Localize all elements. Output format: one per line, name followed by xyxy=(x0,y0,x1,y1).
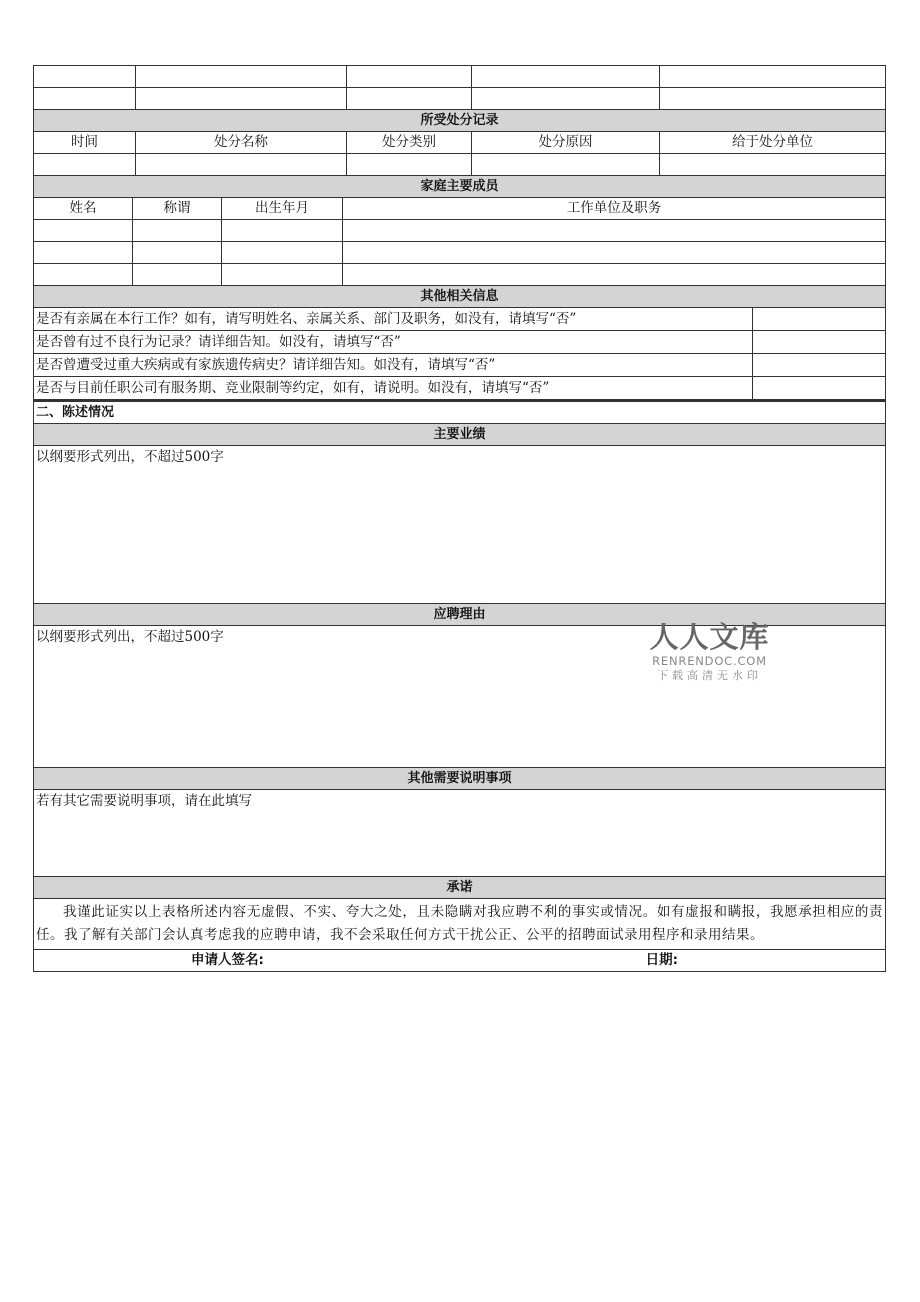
notes-title: 其他需要说明事项 xyxy=(34,768,886,790)
blank-cell[interactable] xyxy=(34,154,136,176)
family-title: 家庭主要成员 xyxy=(34,176,886,198)
answer-cell[interactable] xyxy=(753,377,886,400)
blank-cell[interactable] xyxy=(343,242,886,264)
signature-row xyxy=(34,950,886,972)
section-header xyxy=(34,768,886,790)
column-header: 时间 xyxy=(34,132,136,154)
section2-title: 二、陈述情况 xyxy=(34,401,886,424)
blank-cell[interactable] xyxy=(347,88,472,110)
achievements-hint: 以纲要形式列出，不超过500字 xyxy=(36,449,224,465)
section-header xyxy=(34,424,886,446)
statement-table xyxy=(33,400,886,972)
watermark-brand: 人人文库 xyxy=(649,620,770,654)
column-header: 处分类别 xyxy=(347,132,472,154)
blank-cell[interactable] xyxy=(136,154,347,176)
question-text: 是否有亲属在本行工作？如有，请写明姓名、亲属关系、部门及职务，如没有，请填写“否” xyxy=(34,308,753,331)
signature-label: 申请人签名: xyxy=(191,952,264,968)
blank-cell[interactable] xyxy=(133,242,222,264)
question-text: 是否曾有过不良行为记录？请详细告知。如没有，请填写“否” xyxy=(34,331,753,354)
question-text: 是否曾遭受过重大疾病或有家族遗传病史？请详细告知。如没有，请填写“否” xyxy=(34,354,753,377)
notes-row xyxy=(34,790,886,877)
blank-cell[interactable] xyxy=(660,66,886,88)
column-header: 工作单位及职务 xyxy=(343,198,886,220)
watermark xyxy=(647,620,772,684)
blank-cell[interactable] xyxy=(222,264,343,286)
notes-input[interactable] xyxy=(34,790,886,877)
section-header xyxy=(34,877,886,899)
pledge-title: 承诺 xyxy=(34,877,886,899)
answer-cell[interactable] xyxy=(753,331,886,354)
blank-row xyxy=(34,220,886,242)
blank-cell[interactable] xyxy=(472,66,660,88)
watermark-slogan: 下载高清无水印 xyxy=(657,669,762,682)
column-header: 处分名称 xyxy=(136,132,347,154)
notes-hint: 若有其它需要说明事项，请在此填写 xyxy=(36,793,252,809)
blank-cell[interactable] xyxy=(133,220,222,242)
blank-cell[interactable] xyxy=(343,264,886,286)
achievements-row xyxy=(34,446,886,604)
achievements-input[interactable] xyxy=(34,446,886,604)
blank-cell[interactable] xyxy=(222,242,343,264)
application-form xyxy=(33,65,886,972)
reason-hint: 以纲要形式列出，不超过500字 xyxy=(36,629,224,645)
question-row xyxy=(34,377,886,400)
blank-cell[interactable] xyxy=(34,264,133,286)
blank-cell[interactable] xyxy=(343,220,886,242)
blank-cell[interactable] xyxy=(136,66,347,88)
column-header: 处分原因 xyxy=(472,132,660,154)
pledge-row xyxy=(34,899,886,950)
table-header-row xyxy=(34,198,886,220)
answer-cell[interactable] xyxy=(753,354,886,377)
punishment-table xyxy=(33,65,886,176)
blank-cell[interactable] xyxy=(660,88,886,110)
watermark-url: RENRENDOC.COM xyxy=(652,654,767,668)
column-header: 姓名 xyxy=(34,198,133,220)
section-header xyxy=(34,176,886,198)
question-row xyxy=(34,354,886,377)
blank-row xyxy=(34,88,886,110)
section-title-row xyxy=(34,401,886,424)
other-info-title: 其他相关信息 xyxy=(34,286,886,308)
column-header: 出生年月 xyxy=(222,198,343,220)
blank-cell[interactable] xyxy=(136,88,347,110)
punishment-title: 所受处分记录 xyxy=(34,110,886,132)
blank-cell[interactable] xyxy=(34,220,133,242)
other-info-table xyxy=(33,286,886,400)
blank-cell[interactable] xyxy=(347,154,472,176)
blank-cell[interactable] xyxy=(133,264,222,286)
reason-title: 应聘理由 xyxy=(34,604,886,626)
column-header: 给于处分单位 xyxy=(660,132,886,154)
achievements-title: 主要业绩 xyxy=(34,424,886,446)
question-text: 是否与目前任职公司有服务期、竞业限制等约定，如有，请说明。如没有，请填写“否” xyxy=(34,377,753,400)
family-table xyxy=(33,176,886,286)
blank-row xyxy=(34,66,886,88)
blank-cell[interactable] xyxy=(34,88,136,110)
blank-cell[interactable] xyxy=(472,88,660,110)
question-row xyxy=(34,331,886,354)
question-row xyxy=(34,308,886,331)
blank-cell[interactable] xyxy=(34,66,136,88)
blank-cell[interactable] xyxy=(472,154,660,176)
section-header xyxy=(34,286,886,308)
table-header-row xyxy=(34,132,886,154)
blank-cell[interactable] xyxy=(660,154,886,176)
signature-cell[interactable] xyxy=(34,950,886,972)
blank-cell[interactable] xyxy=(34,242,133,264)
blank-cell[interactable] xyxy=(222,220,343,242)
section-header xyxy=(34,110,886,132)
pledge-text: 我谨此证实以上表格所述内容无虚假、不实、夸大之处，且未隐瞒对我应聘不利的事实或情况。如有虚报和瞒报，我愿承担相应的责任。我了解有关部门会认真考虑我的应聘申请，我不会采取任何方式干扰公正、公平的招聘面试录用程序和录用结果。 xyxy=(34,899,886,950)
blank-row xyxy=(34,264,886,286)
column-header: 称谓 xyxy=(133,198,222,220)
answer-cell[interactable] xyxy=(753,308,886,331)
blank-cell[interactable] xyxy=(347,66,472,88)
blank-row xyxy=(34,154,886,176)
blank-row xyxy=(34,242,886,264)
date-label: 日期: xyxy=(645,952,678,968)
